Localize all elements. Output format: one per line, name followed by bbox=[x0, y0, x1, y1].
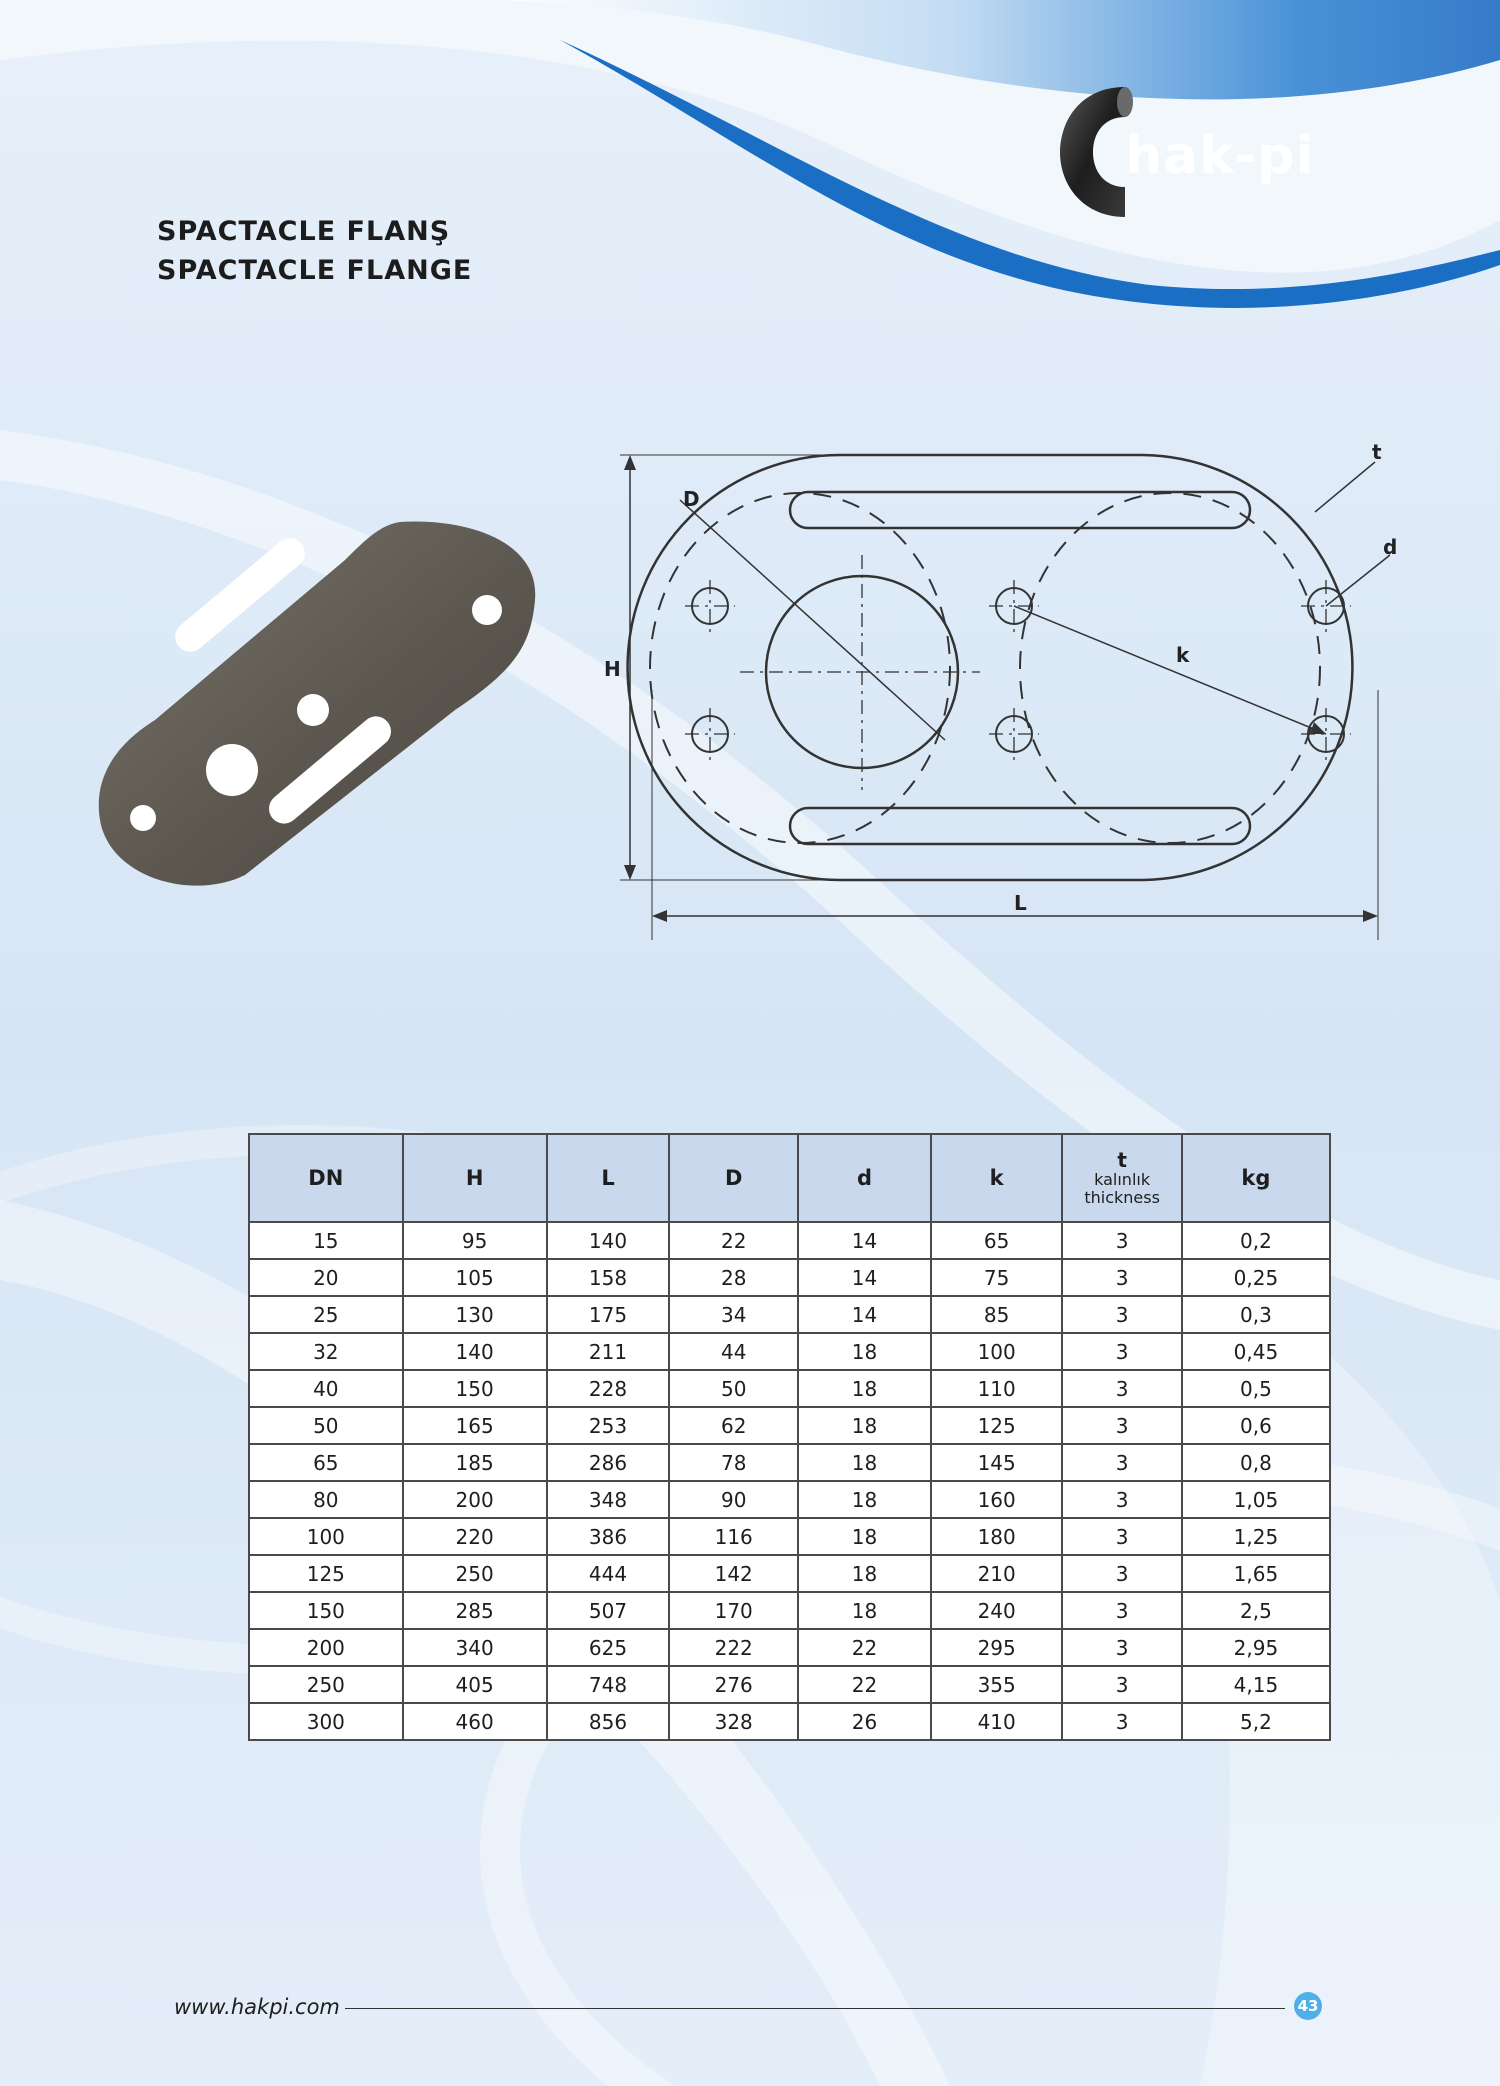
table-cell: 80 bbox=[249, 1481, 403, 1518]
table-cell: 295 bbox=[931, 1629, 1062, 1666]
table-cell: 3 bbox=[1062, 1296, 1181, 1333]
table-cell: 355 bbox=[931, 1666, 1062, 1703]
table-cell: 78 bbox=[669, 1444, 798, 1481]
table-cell: 3 bbox=[1062, 1444, 1181, 1481]
table-cell: 140 bbox=[547, 1222, 670, 1259]
table-cell: 0,45 bbox=[1182, 1333, 1330, 1370]
table-cell: 158 bbox=[547, 1259, 670, 1296]
label-L: L bbox=[1014, 891, 1027, 915]
label-D: D bbox=[683, 487, 700, 511]
table-cell: 405 bbox=[403, 1666, 547, 1703]
technical-drawing bbox=[600, 440, 1390, 950]
table-row bbox=[249, 1481, 1330, 1518]
table-cell: 340 bbox=[403, 1629, 547, 1666]
table-cell: 125 bbox=[931, 1407, 1062, 1444]
header-t bbox=[1062, 1134, 1181, 1222]
table-cell: 3 bbox=[1062, 1592, 1181, 1629]
table-cell: 160 bbox=[931, 1481, 1062, 1518]
table-cell: 1,65 bbox=[1182, 1555, 1330, 1592]
header-t-turkish: kalınlık bbox=[1094, 1170, 1151, 1189]
table-cell: 286 bbox=[547, 1444, 670, 1481]
table-cell: 0,3 bbox=[1182, 1296, 1330, 1333]
header-kg: kg bbox=[1182, 1134, 1330, 1222]
table-row bbox=[249, 1592, 1330, 1629]
table-cell: 175 bbox=[547, 1296, 670, 1333]
table-cell: 18 bbox=[798, 1555, 931, 1592]
table-cell: 2,95 bbox=[1182, 1629, 1330, 1666]
table-header-row bbox=[249, 1134, 1330, 1222]
table-cell: 460 bbox=[403, 1703, 547, 1740]
table-cell: 4,15 bbox=[1182, 1666, 1330, 1703]
table-cell: 210 bbox=[931, 1555, 1062, 1592]
table-cell: 1,05 bbox=[1182, 1481, 1330, 1518]
specification-table bbox=[248, 1133, 1331, 1741]
table-cell: 110 bbox=[931, 1370, 1062, 1407]
table-cell: 150 bbox=[249, 1592, 403, 1629]
table-cell: 200 bbox=[249, 1629, 403, 1666]
table-cell: 0,2 bbox=[1182, 1222, 1330, 1259]
page-title bbox=[157, 212, 472, 290]
table-cell: 18 bbox=[798, 1407, 931, 1444]
table-cell: 285 bbox=[403, 1592, 547, 1629]
table-cell: 386 bbox=[547, 1518, 670, 1555]
brand-logo bbox=[1055, 82, 1355, 222]
product-photo bbox=[95, 520, 545, 890]
header-dn: DN bbox=[249, 1134, 403, 1222]
header-D: D bbox=[669, 1134, 798, 1222]
table-cell: 3 bbox=[1062, 1370, 1181, 1407]
table-cell: 222 bbox=[669, 1629, 798, 1666]
table-cell: 180 bbox=[931, 1518, 1062, 1555]
table-cell: 625 bbox=[547, 1629, 670, 1666]
table-cell: 18 bbox=[798, 1370, 931, 1407]
table-cell: 3 bbox=[1062, 1518, 1181, 1555]
table-cell: 20 bbox=[249, 1259, 403, 1296]
table-cell: 220 bbox=[403, 1518, 547, 1555]
table-cell: 2,5 bbox=[1182, 1592, 1330, 1629]
header-t-english: thickness bbox=[1084, 1188, 1160, 1207]
table-cell: 328 bbox=[669, 1703, 798, 1740]
table-cell: 90 bbox=[669, 1481, 798, 1518]
table-cell: 40 bbox=[249, 1370, 403, 1407]
table-row bbox=[249, 1370, 1330, 1407]
table-cell: 170 bbox=[669, 1592, 798, 1629]
header-k: k bbox=[931, 1134, 1062, 1222]
table-cell: 62 bbox=[669, 1407, 798, 1444]
table-cell: 211 bbox=[547, 1333, 670, 1370]
table-cell: 142 bbox=[669, 1555, 798, 1592]
label-H: H bbox=[604, 657, 621, 681]
table-cell: 0,8 bbox=[1182, 1444, 1330, 1481]
table-cell: 145 bbox=[931, 1444, 1062, 1481]
footer-url[interactable]: www.hakpi.com bbox=[174, 1995, 340, 2019]
table-cell: 0,5 bbox=[1182, 1370, 1330, 1407]
table-cell: 28 bbox=[669, 1259, 798, 1296]
table-cell: 18 bbox=[798, 1518, 931, 1555]
table-cell: 130 bbox=[403, 1296, 547, 1333]
table-cell: 116 bbox=[669, 1518, 798, 1555]
table-cell: 3 bbox=[1062, 1259, 1181, 1296]
table-cell: 44 bbox=[669, 1333, 798, 1370]
table-cell: 18 bbox=[798, 1333, 931, 1370]
table-cell: 250 bbox=[403, 1555, 547, 1592]
table-cell: 105 bbox=[403, 1259, 547, 1296]
table-cell: 228 bbox=[547, 1370, 670, 1407]
table-cell: 444 bbox=[547, 1555, 670, 1592]
table-cell: 3 bbox=[1062, 1407, 1181, 1444]
table-cell: 75 bbox=[931, 1259, 1062, 1296]
page-number: 43 bbox=[1294, 1992, 1322, 2020]
table-row bbox=[249, 1407, 1330, 1444]
label-k: k bbox=[1176, 643, 1190, 667]
table-cell: 26 bbox=[798, 1703, 931, 1740]
table-cell: 3 bbox=[1062, 1481, 1181, 1518]
table-cell: 140 bbox=[403, 1333, 547, 1370]
table-cell: 300 bbox=[249, 1703, 403, 1740]
table-row bbox=[249, 1296, 1330, 1333]
table-cell: 200 bbox=[403, 1481, 547, 1518]
table-cell: 50 bbox=[249, 1407, 403, 1444]
table-cell: 65 bbox=[931, 1222, 1062, 1259]
brand-name: hak-pi bbox=[1125, 126, 1315, 186]
table-cell: 95 bbox=[403, 1222, 547, 1259]
table-cell: 240 bbox=[931, 1592, 1062, 1629]
table-cell: 22 bbox=[798, 1666, 931, 1703]
table-cell: 125 bbox=[249, 1555, 403, 1592]
table-cell: 3 bbox=[1062, 1222, 1181, 1259]
table-cell: 276 bbox=[669, 1666, 798, 1703]
title-english: SPACTACLE FLANGE bbox=[157, 255, 473, 286]
table-cell: 856 bbox=[547, 1703, 670, 1740]
table-row bbox=[249, 1333, 1330, 1370]
header-t-symbol: t bbox=[1117, 1148, 1127, 1172]
table-row bbox=[249, 1518, 1330, 1555]
label-d: d bbox=[1383, 535, 1398, 559]
table-row bbox=[249, 1555, 1330, 1592]
footer-divider bbox=[345, 2008, 1285, 2009]
table-cell: 0,6 bbox=[1182, 1407, 1330, 1444]
table-cell: 3 bbox=[1062, 1629, 1181, 1666]
table-cell: 18 bbox=[798, 1592, 931, 1629]
table-cell: 100 bbox=[931, 1333, 1062, 1370]
table-body bbox=[249, 1222, 1330, 1740]
table-row bbox=[249, 1444, 1330, 1481]
table-cell: 25 bbox=[249, 1296, 403, 1333]
header-l: L bbox=[547, 1134, 670, 1222]
header-h: H bbox=[403, 1134, 547, 1222]
table-cell: 18 bbox=[798, 1444, 931, 1481]
table-cell: 410 bbox=[931, 1703, 1062, 1740]
table-cell: 348 bbox=[547, 1481, 670, 1518]
table-cell: 14 bbox=[798, 1259, 931, 1296]
table-cell: 507 bbox=[547, 1592, 670, 1629]
table-cell: 185 bbox=[403, 1444, 547, 1481]
table-row bbox=[249, 1222, 1330, 1259]
table-cell: 748 bbox=[547, 1666, 670, 1703]
table-cell: 18 bbox=[798, 1481, 931, 1518]
label-t: t bbox=[1372, 440, 1382, 464]
table-cell: 15 bbox=[249, 1222, 403, 1259]
table-cell: 253 bbox=[547, 1407, 670, 1444]
table-cell: 250 bbox=[249, 1666, 403, 1703]
table-cell: 3 bbox=[1062, 1666, 1181, 1703]
table-cell: 50 bbox=[669, 1370, 798, 1407]
table-cell: 14 bbox=[798, 1222, 931, 1259]
table-cell: 3 bbox=[1062, 1555, 1181, 1592]
table-cell: 3 bbox=[1062, 1333, 1181, 1370]
table-cell: 22 bbox=[798, 1629, 931, 1666]
header-d: d bbox=[798, 1134, 931, 1222]
table-cell: 150 bbox=[403, 1370, 547, 1407]
table-row bbox=[249, 1703, 1330, 1740]
table-row bbox=[249, 1259, 1330, 1296]
table-cell: 65 bbox=[249, 1444, 403, 1481]
table-cell: 1,25 bbox=[1182, 1518, 1330, 1555]
table-cell: 0,25 bbox=[1182, 1259, 1330, 1296]
table-cell: 165 bbox=[403, 1407, 547, 1444]
table-cell: 5,2 bbox=[1182, 1703, 1330, 1740]
table-cell: 32 bbox=[249, 1333, 403, 1370]
table-cell: 14 bbox=[798, 1296, 931, 1333]
table-cell: 3 bbox=[1062, 1703, 1181, 1740]
table-cell: 34 bbox=[669, 1296, 798, 1333]
table-row bbox=[249, 1629, 1330, 1666]
table-cell: 100 bbox=[249, 1518, 403, 1555]
title-turkish: SPACTACLE FLANŞ bbox=[157, 216, 451, 247]
table-row bbox=[249, 1666, 1330, 1703]
table-cell: 22 bbox=[669, 1222, 798, 1259]
table-cell: 85 bbox=[931, 1296, 1062, 1333]
